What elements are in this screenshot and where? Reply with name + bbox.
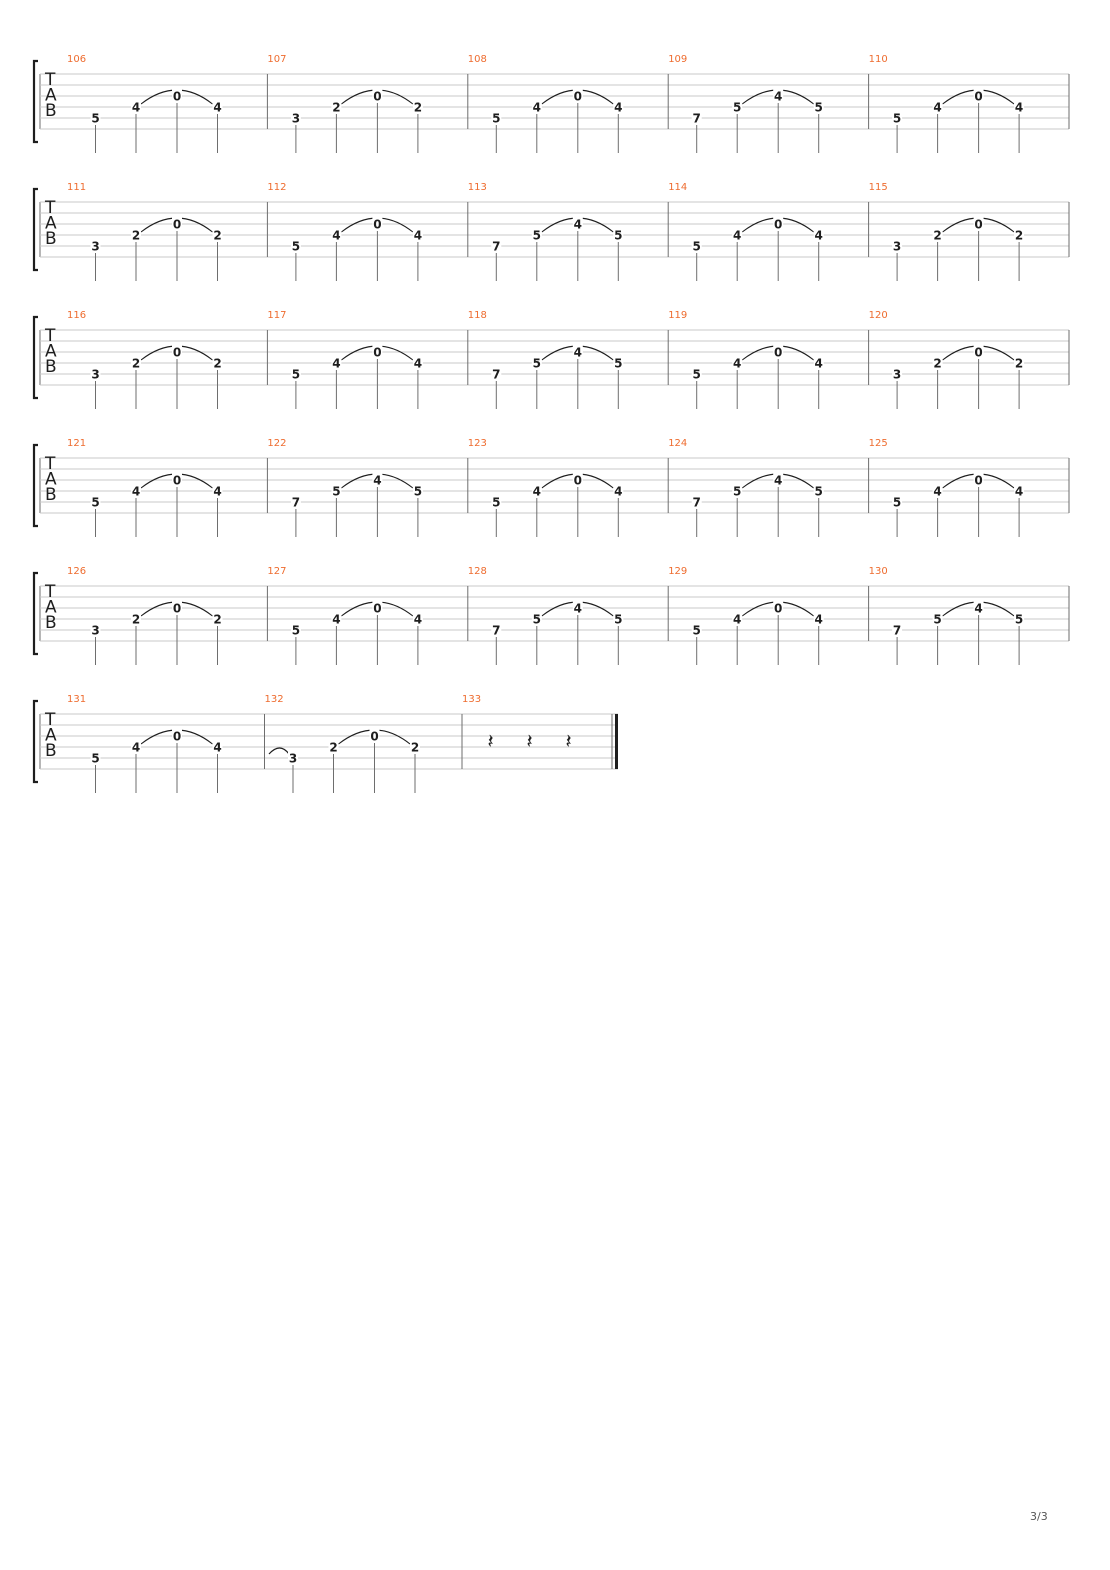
fret-number: 2	[131, 356, 141, 371]
fret-number: 5	[492, 111, 501, 126]
tab-clef-letter: T	[45, 70, 56, 90]
fret-number: 3	[892, 367, 902, 382]
fret-number: 2	[332, 100, 341, 115]
fret-number: 7	[492, 623, 501, 638]
measure-number: 126	[67, 566, 87, 577]
fret-number: 5	[892, 495, 902, 510]
fret-number: 2	[131, 228, 141, 243]
fret-number: 2	[1014, 356, 1024, 371]
system-bracket	[34, 317, 38, 398]
fret-number: 4	[213, 740, 222, 755]
fret-number: 4	[332, 612, 341, 627]
measure-number: 114	[668, 182, 688, 193]
tab-clef-letter: A	[45, 341, 57, 362]
tab-clef-letter: T	[45, 198, 56, 218]
fret-number: 4	[332, 228, 341, 243]
fret-number: 7	[692, 495, 701, 510]
measure-number: 121	[67, 438, 87, 449]
fret-number: 4	[131, 740, 141, 755]
fret-number: 5	[291, 367, 301, 382]
measure-number: 125	[868, 438, 888, 449]
fret-number: 3	[288, 751, 298, 766]
fret-number: 5	[291, 239, 301, 254]
fret-number: 3	[291, 111, 301, 126]
measure-number: 132	[264, 694, 284, 705]
tab-clef-letter: T	[45, 710, 56, 730]
measure-number: 127	[267, 566, 287, 577]
fret-number: 5	[692, 367, 701, 382]
page-number: 3/3	[1030, 1510, 1048, 1523]
fret-number: 5	[91, 751, 100, 766]
fret-number: 4	[532, 100, 541, 115]
fret-number: 0	[573, 473, 582, 488]
tab-clef-letter: B	[45, 613, 57, 633]
tab-clef-letter: B	[45, 741, 57, 761]
fret-number: 4	[413, 356, 423, 371]
measure-number: 116	[67, 310, 87, 321]
fret-number: 0	[373, 601, 382, 616]
quarter-rest: 𝄽	[487, 729, 494, 753]
measure-number: 109	[668, 54, 688, 65]
system-bracket	[34, 701, 38, 782]
measure-number: 122	[267, 438, 287, 449]
fret-number: 2	[213, 612, 222, 627]
fret-number: 2	[213, 356, 222, 371]
fret-number: 4	[774, 473, 783, 488]
fret-number: 3	[91, 239, 100, 254]
fret-number: 5	[532, 228, 541, 243]
fret-number: 4	[774, 89, 783, 104]
fret-number: 7	[291, 495, 301, 510]
fret-number: 4	[1014, 100, 1024, 115]
fret-number: 5	[692, 239, 701, 254]
fret-number: 2	[1014, 228, 1024, 243]
fret-number: 5	[733, 484, 742, 499]
tab-clef-letter: A	[45, 85, 57, 106]
fret-number: 5	[814, 484, 823, 499]
fret-number: 4	[413, 228, 423, 243]
fret-number: 0	[774, 345, 783, 360]
fret-number: 4	[974, 601, 983, 616]
measure-number: 106	[67, 54, 87, 65]
fret-number: 4	[573, 345, 582, 360]
fret-number: 5	[614, 612, 623, 627]
tab-clef-letter: B	[45, 101, 57, 121]
measure-number: 124	[668, 438, 688, 449]
fret-number: 4	[933, 484, 942, 499]
measure-number: 123	[467, 438, 487, 449]
fret-number: 4	[373, 473, 382, 488]
quarter-rest: 𝄽	[526, 729, 533, 753]
fret-number: 0	[774, 217, 783, 232]
fret-number: 4	[1014, 484, 1024, 499]
fret-number: 0	[172, 601, 182, 616]
fret-number: 4	[213, 100, 222, 115]
system-bracket	[34, 61, 38, 142]
fret-number: 5	[91, 495, 100, 510]
tab-clef-letter: B	[45, 485, 57, 505]
fret-number: 0	[774, 601, 783, 616]
measure-number: 107	[267, 54, 287, 65]
tab-clef-letter: A	[45, 725, 57, 746]
fret-number: 0	[172, 729, 182, 744]
measure-number: 117	[267, 310, 287, 321]
fret-number: 0	[974, 89, 983, 104]
fret-number: 5	[413, 484, 423, 499]
measure-number: 131	[67, 694, 87, 705]
fret-number: 2	[213, 228, 222, 243]
measure-number: 108	[467, 54, 487, 65]
tab-clef-letter: T	[45, 326, 56, 346]
fret-number: 5	[291, 623, 301, 638]
fret-number: 4	[573, 601, 582, 616]
fret-number: 7	[492, 367, 501, 382]
fret-number: 0	[974, 345, 983, 360]
fret-number: 0	[172, 217, 182, 232]
fret-number: 7	[892, 623, 902, 638]
fret-number: 4	[933, 100, 942, 115]
fret-number: 3	[892, 239, 902, 254]
system-bracket	[34, 189, 38, 270]
fret-number: 4	[213, 484, 222, 499]
fret-number: 7	[692, 111, 701, 126]
fret-number: 5	[332, 484, 341, 499]
tab-clef-letter: T	[45, 582, 56, 602]
system-bracket	[34, 573, 38, 654]
fret-number: 2	[933, 356, 942, 371]
fret-number: 0	[373, 89, 382, 104]
fret-number: 0	[172, 89, 182, 104]
fret-number: 5	[892, 111, 902, 126]
fret-number: 0	[172, 345, 182, 360]
quarter-rest: 𝄽	[565, 729, 572, 753]
fret-number: 4	[413, 612, 423, 627]
system-bracket	[34, 445, 38, 526]
fret-number: 0	[373, 217, 382, 232]
fret-number: 3	[91, 367, 100, 382]
fret-number: 4	[131, 484, 141, 499]
fret-number: 7	[492, 239, 501, 254]
fret-number: 2	[131, 612, 141, 627]
measure-number: 133	[462, 694, 482, 705]
fret-number: 5	[614, 356, 623, 371]
fret-number: 5	[492, 495, 501, 510]
tab-clef-letter: A	[45, 469, 57, 490]
fret-number: 5	[692, 623, 701, 638]
measure-number: 112	[267, 182, 287, 193]
fret-number: 0	[373, 345, 382, 360]
fret-number: 2	[410, 740, 420, 755]
fret-number: 5	[614, 228, 623, 243]
fret-number: 4	[733, 612, 742, 627]
measure-number: 128	[467, 566, 487, 577]
fret-number: 5	[933, 612, 942, 627]
tab-clef-letter: A	[45, 213, 57, 234]
fret-number: 4	[733, 228, 742, 243]
fret-number: 4	[573, 217, 582, 232]
measure-number: 115	[868, 182, 888, 193]
tab-clef-letter: B	[45, 357, 57, 377]
measure-number: 118	[467, 310, 487, 321]
fret-number: 4	[814, 356, 823, 371]
fret-number: 0	[172, 473, 182, 488]
measure-number: 120	[868, 310, 888, 321]
tie-arc	[269, 748, 289, 754]
fret-number: 3	[91, 623, 100, 638]
tab-clef-letter: T	[45, 454, 56, 474]
fret-number: 4	[614, 484, 623, 499]
fret-number: 5	[814, 100, 823, 115]
fret-number: 0	[370, 729, 379, 744]
fret-number: 0	[974, 217, 983, 232]
fret-number: 0	[974, 473, 983, 488]
fret-number: 5	[532, 356, 541, 371]
fret-number: 5	[91, 111, 100, 126]
measure-number: 113	[467, 182, 487, 193]
measure-number: 119	[668, 310, 688, 321]
measure-number: 130	[868, 566, 888, 577]
fret-number: 4	[532, 484, 541, 499]
fret-number: 4	[332, 356, 341, 371]
fret-number: 4	[131, 100, 141, 115]
fret-number: 5	[733, 100, 742, 115]
fret-number: 2	[933, 228, 942, 243]
fret-number: 4	[814, 612, 823, 627]
fret-number: 4	[814, 228, 823, 243]
tab-clef-letter: A	[45, 597, 57, 618]
measure-number: 111	[67, 182, 87, 193]
measure-number: 129	[668, 566, 688, 577]
fret-number: 0	[573, 89, 582, 104]
fret-number: 4	[614, 100, 623, 115]
fret-number: 5	[1014, 612, 1024, 627]
tab-clef-letter: B	[45, 229, 57, 249]
fret-number: 4	[733, 356, 742, 371]
measure-number: 110	[868, 54, 888, 65]
fret-number: 2	[413, 100, 423, 115]
fret-number: 5	[532, 612, 541, 627]
fret-number: 2	[329, 740, 338, 755]
